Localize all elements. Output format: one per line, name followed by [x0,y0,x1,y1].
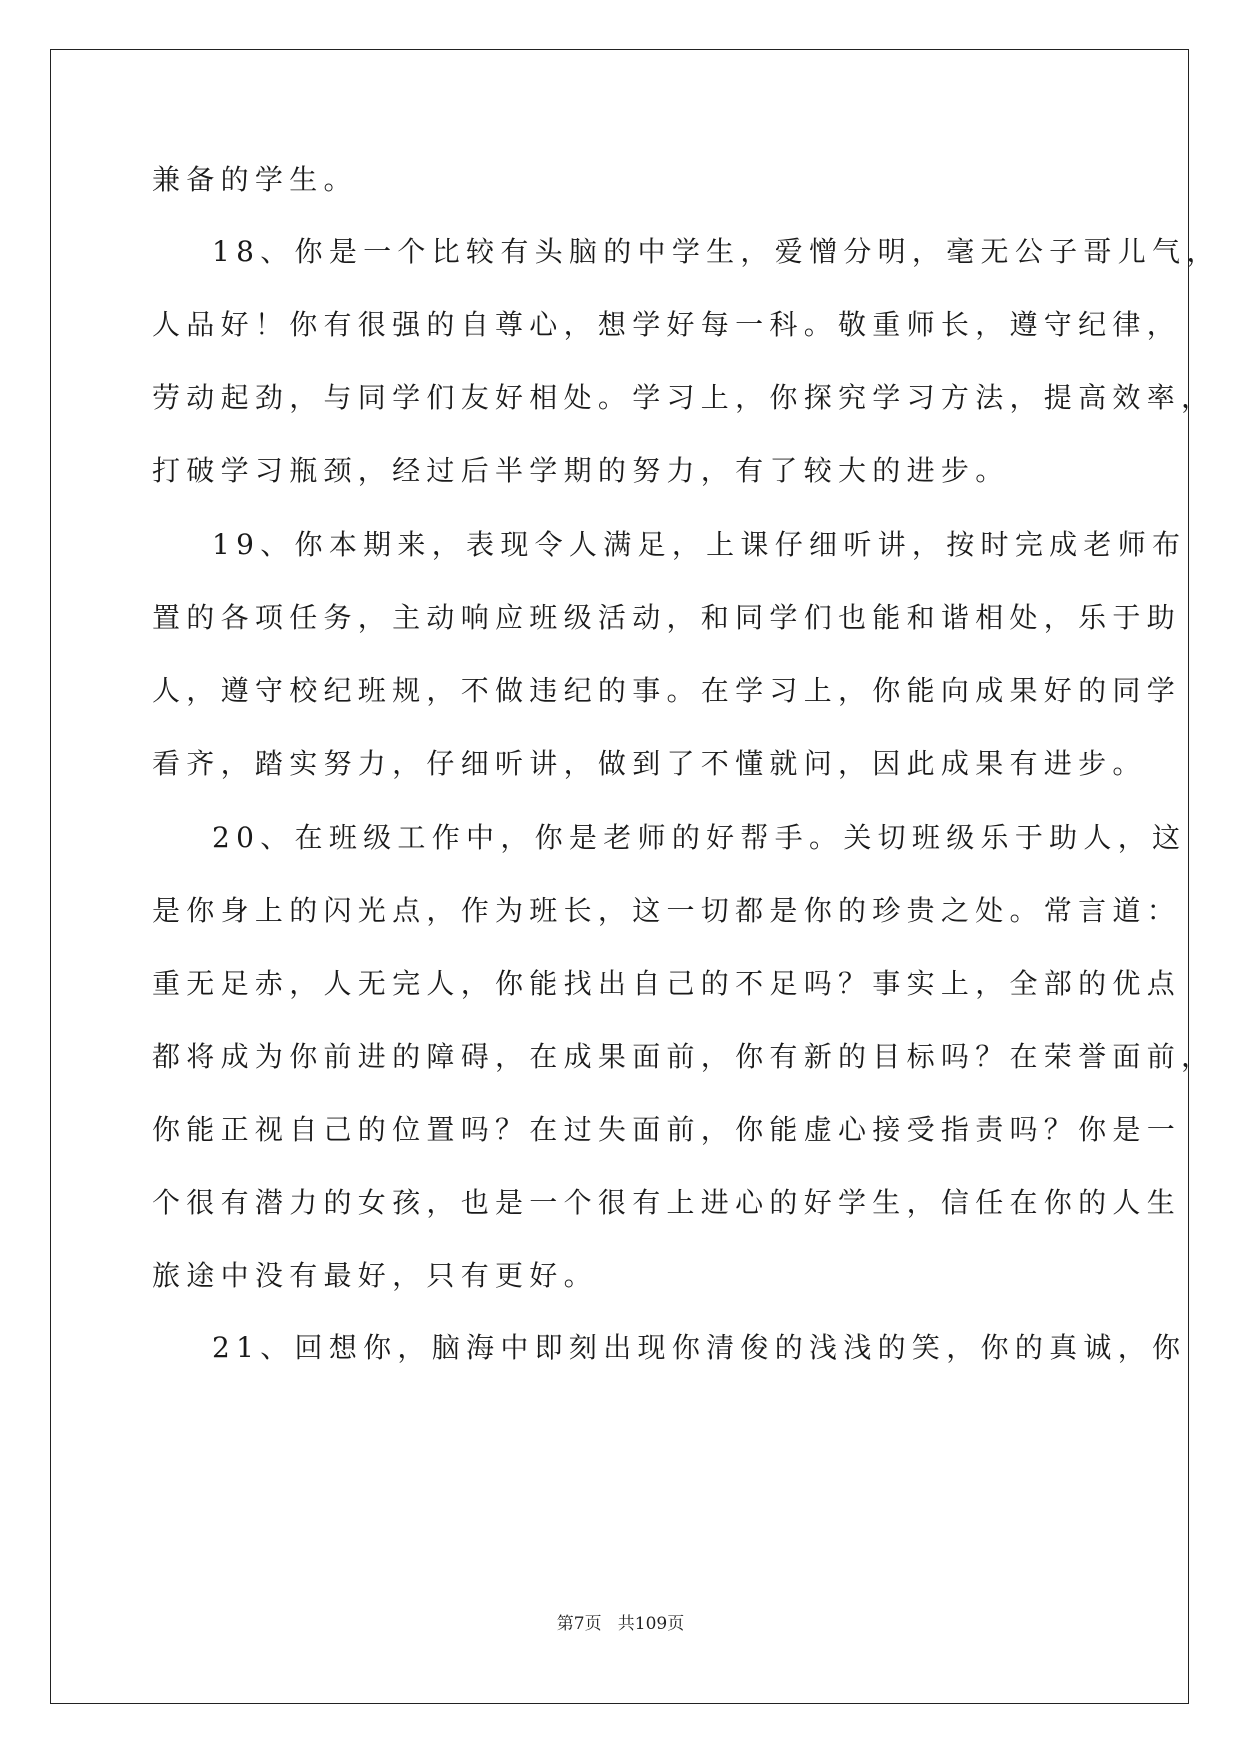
text-line: 人品好！你有很强的自尊心，想学好每一科。敬重师长，遵守纪律， [152,308,1182,341]
text-line: 19、你本期来，表现令人满足，上课仔细听讲，按时完成老师布 [212,528,1187,561]
text-line: 都将成为你前进的障碍，在成果面前，你有新的目标吗？在荣誉面前， [152,1040,1216,1073]
text-line: 置的各项任务，主动响应班级活动，和同学们也能和谐相处，乐于助 [152,601,1182,634]
text-line: 打破学习瓶颈，经过后半学期的努力，有了较大的进步。 [152,454,1010,487]
text-line: 个很有潜力的女孩，也是一个很有上进心的好学生，信任在你的人生 [152,1186,1182,1219]
page-number: 第7页 [556,1614,602,1634]
text-line: 你能正视自己的位置吗？在过失面前，你能虚心接受指责吗？你是一 [152,1113,1182,1146]
text-line: 看齐，踏实努力，仔细听讲，做到了不懂就问，因此成果有进步。 [152,747,1147,780]
text-line: 兼备的学生。 [152,163,358,196]
page-footer [0,1613,1241,1635]
text-line: 人，遵守校纪班规，不做违纪的事。在学习上，你能向成果好的同学 [152,674,1182,707]
page-total: 共109页 [617,1614,685,1634]
text-line: 21、回想你，脑海中即刻出现你清俊的浅浅的笑，你的真诚，你 [212,1331,1187,1364]
text-line: 是你身上的闪光点，作为班长，这一切都是你的珍贵之处。常言道： [152,894,1182,927]
text-line: 劳动起劲，与同学们友好相处。学习上，你探究学习方法，提高效率， [152,381,1216,414]
page-border [50,49,1189,1704]
text-line: 18、你是一个比较有头脑的中学生，爱憎分明，毫无公子哥儿气， [212,235,1221,268]
paragraph-continuation [152,160,358,200]
text-line: 20、在班级工作中，你是老师的好帮手。关切班级乐于助人，这 [212,821,1187,854]
footer-spacer [602,1614,618,1634]
text-line: 旅途中没有最好，只有更好。 [152,1259,598,1292]
text-line: 重无足赤，人无完人，你能找出自己的不足吗？事实上，全部的优点 [152,967,1182,1000]
